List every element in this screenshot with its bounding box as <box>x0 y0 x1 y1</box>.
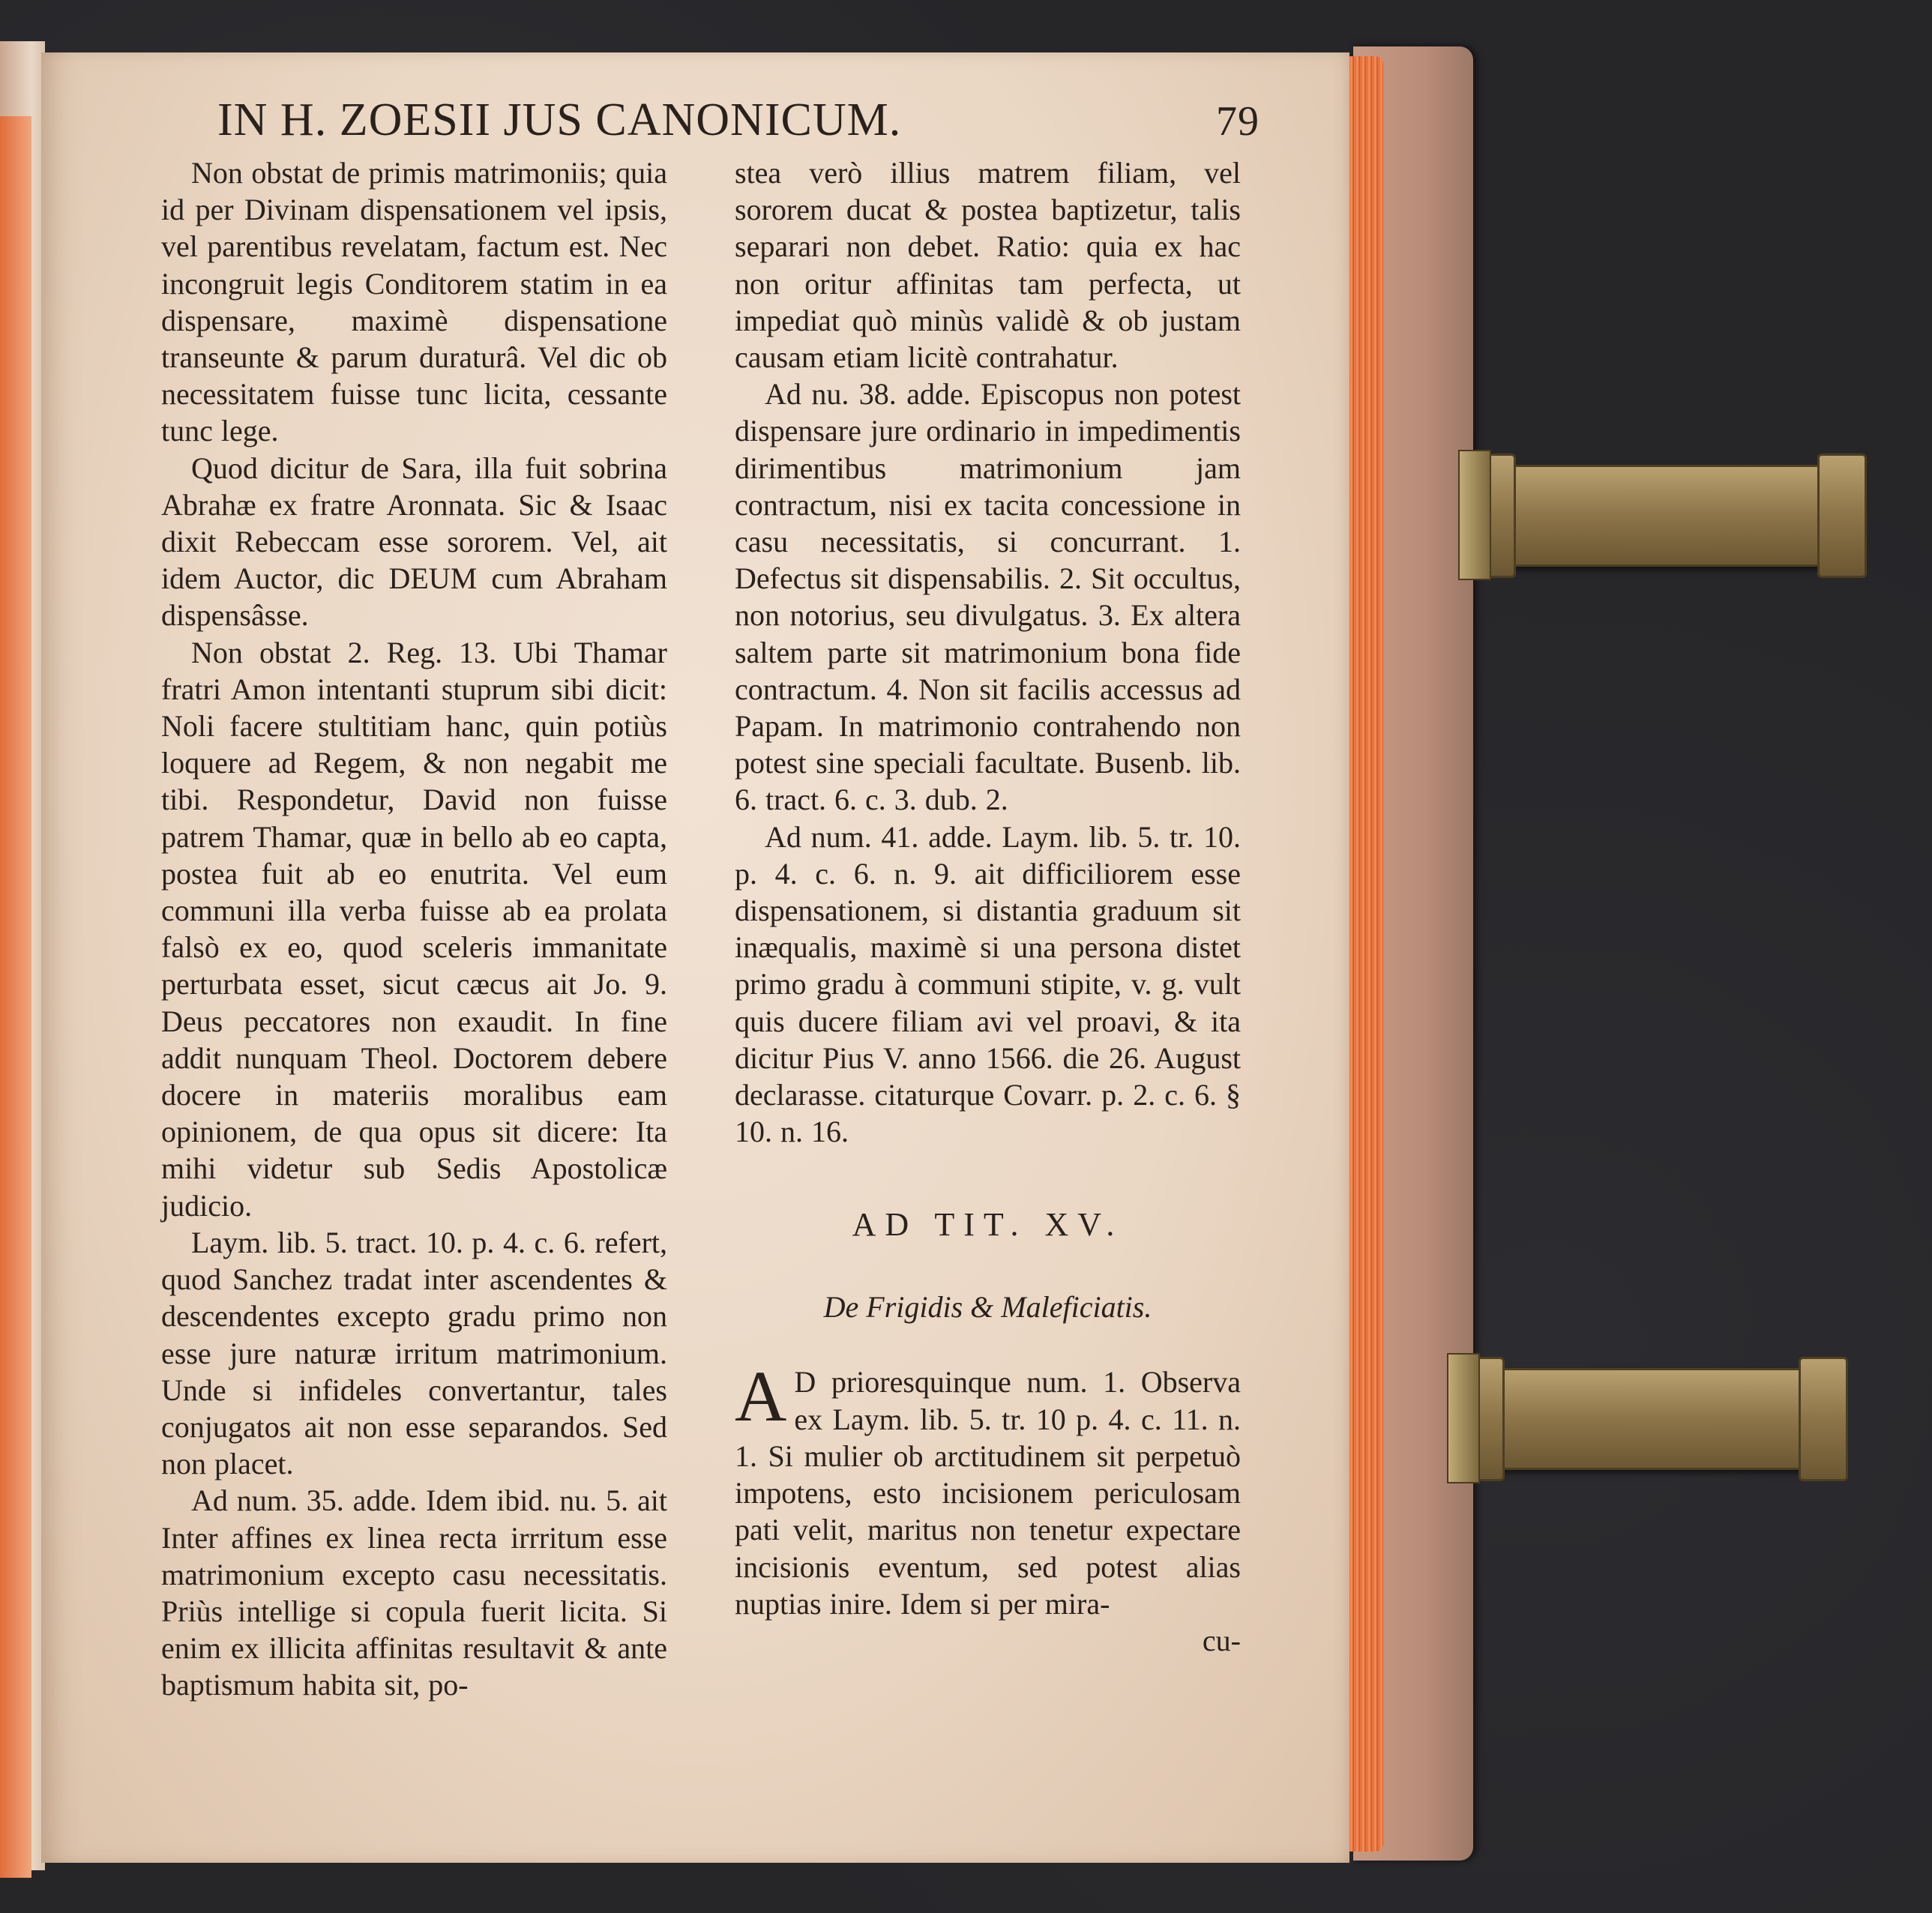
columns <box>161 154 1241 1704</box>
page-number: 79 <box>1216 98 1260 145</box>
left-column <box>161 154 667 1704</box>
text-block <box>161 90 1260 1704</box>
clasp-hinge-lower <box>1447 1353 1480 1483</box>
paragraph: Ad num. 41. adde. Laym. lib. 5. tr. 10. p. 4. c. 6. n. 9. ait difficiliorem esse dispensationem, si distantia graduum sit inæqualis, maximè si una persona distet primo gradu à communi stipite, v. g. vult quis ducere filiam avi vel proavi, & ita dicitur Pius V. anno 1566. die 26. August declarasse. citaturque Covarr. p. 2. c. 6. § 10. n. 16. <box>735 819 1241 1149</box>
right-column <box>735 154 1241 1704</box>
left-page-red-edge <box>0 116 31 1878</box>
paragraph: Quod dicitur de Sara, illa fuit sobrina Abrahæ ex fratre Aronnata. Sic & Isaac dixit Rebeccam esse sororem. Vel, ait idem Auctor, dic DEUM cum Abraham dispensâsse. <box>161 451 667 633</box>
paragraph: Non obstat 2. Reg. 13. Ubi Thamar fratri Amon intentanti stuprum sibi dicit: Noli facere stultitiam hanc, quin potiùs loquere ad Regem, & non negabit me tibi. Respondetur, David non fuisse patrem Thamar, quæ in bello ab eo capta, postea fuit ab eo enutrita. Vel eum communi illa verba fuisse ab ea prolata falsò ex eo, quod sceleris immanitate perturbata esset, sicut cæcus ait Jo. 9. Deus peccatores non exaudit. In fine addit nunquam Theol. Doctorem debere docere in materiis moralibus eam opinionem, de qua opus sit dicere: Ita mihi videtur sub Sedis Apostolicæ judicio. <box>161 635 667 1223</box>
brass-clasp-upper <box>1466 465 1860 567</box>
clasp-hinge-upper <box>1458 450 1491 580</box>
section-subtitle: De Frigidis & Maleficiatis. <box>823 1290 1152 1325</box>
dropcap-text: D prioresquinque num. 1. Observa ex Laym. lib. 5. tr. 10 p. 4. c. 11. n. 1. Si mulier ob arctitudinem sit perpetuò impotens, esto incisionem periculosam pati velit, maritus non tenetur expectare incisionis eventum, sed potest alias nuptias inire. Idem si per mira- <box>735 1365 1241 1621</box>
book-page <box>41 52 1349 1863</box>
paragraph: Ad num. 35. adde. Idem ibid. nu. 5. ait Inter affines ex linea recta irrritum esse matrimonium excepto casu necessitatis. Priùs intellige si copula fuerit licita. Si enim ex illicita affinitas resultavit & ante baptismum habita sit, po- <box>161 1483 667 1702</box>
paragraph: stea verò illius matrem filiam, vel sororem ducat & postea baptizetur, talis separari non debet. Ratio: quia ex hac non oritur affinitas tam perfecta, ut impediat quò minùs validè & ob justam causam etiam licitè contrahatur. <box>735 156 1241 375</box>
section-heading: AD TIT. XV. <box>852 1206 1124 1244</box>
running-head <box>217 90 1260 150</box>
paragraph: Ad nu. 38. adde. Episcopus non potest dispensare jure ordinario in impedimentis dirimentibus matrimonium jam contractum, nisi ex tacita concessione in casu necessitatis, si concurrant. 1. Defectus sit dispensabilis. 2. Sit occultus, non notorius, seu divulgatus. 3. Ex altera saltem parte sit matrimonium bona fide contractum. 4. Non sit facilis accessus ad Papam. In matrimonio contrahendo non potest sine speciali facultate. Busenb. lib. 6. tract. 6. c. 3. dub. 2. <box>735 377 1241 817</box>
left-page-edge <box>0 41 45 1870</box>
catchword: cu- <box>1202 1623 1241 1657</box>
paragraph: Non obstat de primis matrimoniis; quia id per Divinam dispensationem vel ipsis, vel parentibus revelatam, factum est. Nec incongruit legis Conditorem statim in ea dispensare, maximè dispensatione transeunte & parum duraturâ. Vel dic ob necessitatem fuisse tunc licita, cessante tunc lege. <box>161 156 667 448</box>
dropcap-paragraph <box>735 1356 1241 1621</box>
brass-clasp-lower <box>1454 1368 1841 1470</box>
drop-cap: A <box>735 1356 787 1437</box>
paragraph: Laym. lib. 5. tract. 10. p. 4. c. 6. refert, quod Sanchez tradat inter ascendentes & descendentes excepto gradu primo non esse jure naturæ irritum matrimonium. Unde si infideles convertantur, tales conjugatos ait non esse separandos. Sed non placet. <box>161 1225 667 1481</box>
page-title: IN H. ZOESII JUS CANONICUM. <box>217 94 902 145</box>
